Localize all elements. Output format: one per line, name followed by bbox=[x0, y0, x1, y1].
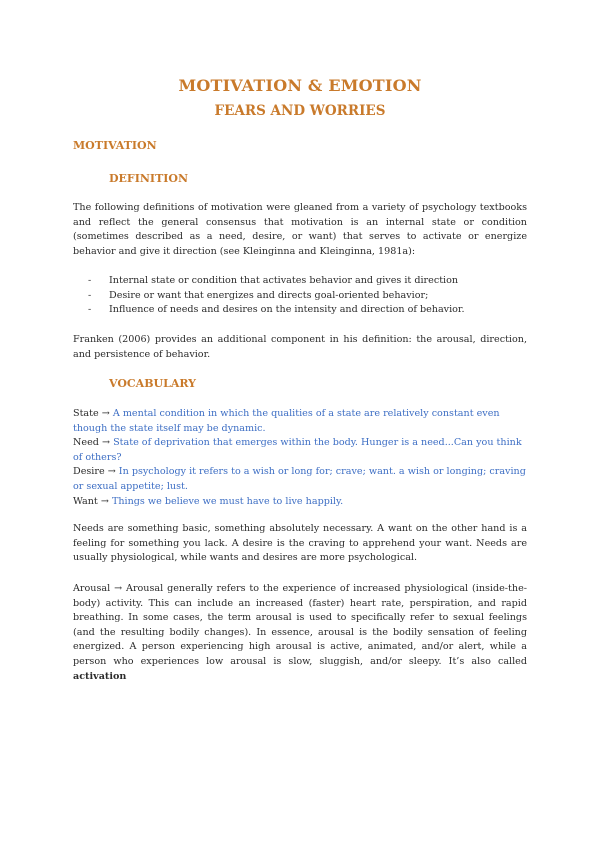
vocabulary-list bbox=[73, 407, 527, 509]
dash-bullet: - bbox=[88, 289, 92, 301]
vocab-entry-desire bbox=[73, 465, 527, 494]
vocab-entry-want bbox=[73, 495, 527, 510]
franken-paragraph: Franken (2006) provides an additional component in his definition: the arousal, direction, and persistence of behavior. bbox=[73, 334, 527, 360]
document-subtitle: FEARS AND WORRIES bbox=[214, 103, 386, 119]
vocab-definition: Things we believe we must have to live happily. bbox=[111, 495, 344, 507]
list-item-text: Desire or want that energizes and directs goal-oriented behavior; bbox=[109, 289, 429, 301]
vocab-term: Need bbox=[73, 437, 99, 449]
definition-list bbox=[88, 274, 528, 318]
arousal-paragraph bbox=[73, 582, 527, 684]
definition-paragraph: The following definitions of motivation were gleaned from a variety of psychology textbooks and reflect the general consensus that motivation is an internal state or condition (sometimes described as a need, desire, or want) that serves to activate or energize behavior and give it direction (see Kleinginna and Kleinginna, 1981a): bbox=[73, 202, 527, 257]
list-item-text: Internal state or condition that activates behavior and gives it direction bbox=[109, 275, 459, 286]
section-heading-motivation: MOTIVATION bbox=[73, 139, 157, 152]
vocab-term: Desire bbox=[73, 466, 105, 478]
section-heading-definition: DEFINITION bbox=[109, 172, 189, 185]
list-item bbox=[88, 274, 528, 289]
arousal-bold-term: activation bbox=[73, 670, 127, 682]
vocab-definition: A mental condition in which the qualities of a state are relatively constant even though the state itself may be dynamic. bbox=[73, 408, 500, 434]
dash-bullet: - bbox=[88, 304, 92, 316]
arrow-icon: → bbox=[100, 495, 109, 507]
arrow-icon: → bbox=[107, 466, 116, 478]
vocab-term: State bbox=[73, 408, 99, 419]
arrow-icon: → bbox=[101, 408, 110, 419]
vocab-definition: State of deprivation that emerges within the body. Hunger is a need...Can you think of others? bbox=[73, 437, 522, 463]
arrow-icon: → bbox=[101, 437, 111, 449]
list-item bbox=[88, 289, 528, 304]
section-heading-vocabulary: VOCABULARY bbox=[109, 377, 197, 390]
vocab-definition: In psychology it refers to a wish or long for; crave; want. a wish or longing; craving or sexual appetite; lust. bbox=[73, 466, 526, 492]
list-item bbox=[88, 303, 528, 318]
dash-bullet: - bbox=[88, 275, 92, 286]
vocab-term: Want bbox=[73, 495, 98, 507]
arousal-text: Arousal → Arousal generally refers to the experience of increased physiological (inside-the-body) activity. This can include an increased (faster) heart rate, perspiration, and rapid breathing. In some cases, the term arousal is used to specifically refer to sexual feelings (and the resulting bodily changes). In essence, arousal is the bodily sensation of feeling energized. A person experiencing high arousal is active, animated, and/or alert, while a person who experiences low arousal is slow, sluggish, and/or sleepy. It’s also called bbox=[73, 583, 527, 667]
needs-paragraph: Needs are something basic, something absolutely necessary. A want on the other hand is a feeling for something you lack. A desire is the craving to apprehend your want. Needs are usually physiological, while wants and desires are more psychological. bbox=[73, 523, 527, 564]
vocab-entry-state bbox=[73, 407, 527, 436]
document-title: MOTIVATION & EMOTION bbox=[178, 76, 422, 95]
vocab-entry-need bbox=[73, 436, 527, 465]
list-item-text: Influence of needs and desires on the intensity and direction of behavior. bbox=[109, 304, 465, 316]
